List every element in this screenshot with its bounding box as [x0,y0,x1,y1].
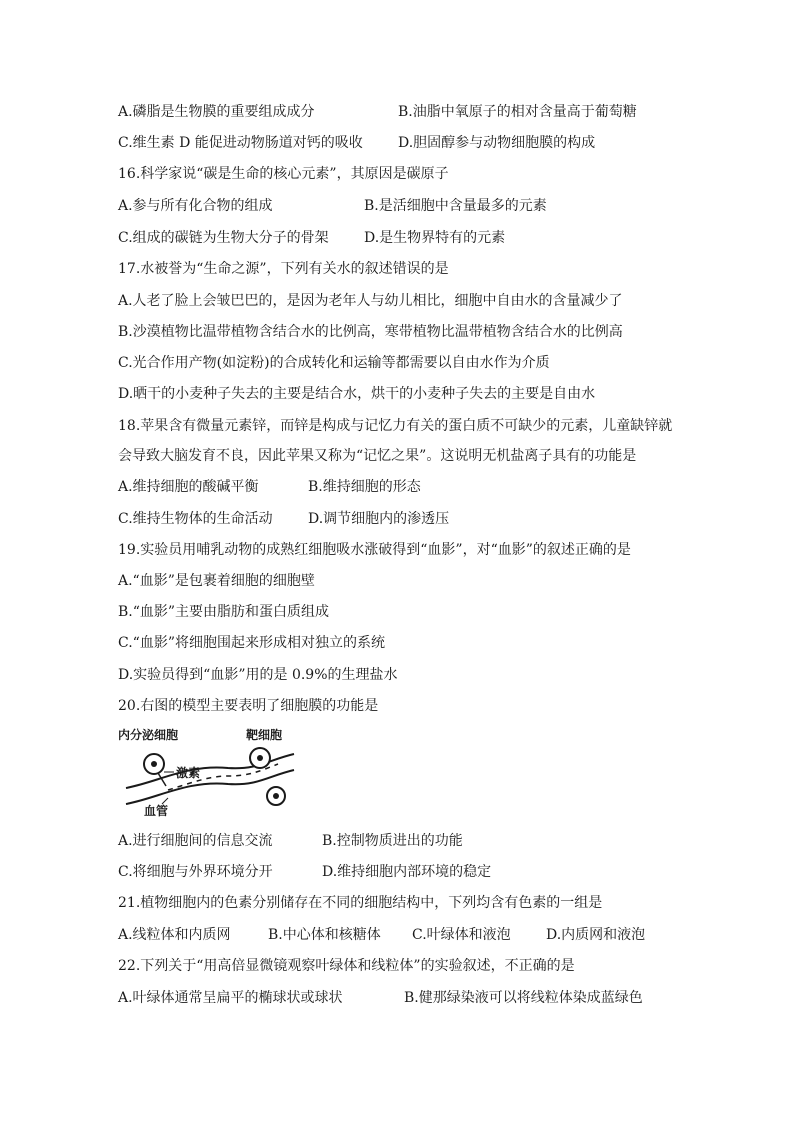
q19-option-d: D.实验员得到“血影”用的是 0.9%的生理盐水 [118,667,398,683]
q21-stem: 21.植物细胞内的色素分别储存在不同的细胞结构中，下列均含有色素的一组是 [118,895,603,911]
other-cell-nucleus [273,793,279,799]
q19-stem: 19.实验员用哺乳动物的成熟红细胞吸水涨破得到“血影”，对“血影”的叙述正确的是 [118,542,631,558]
q18-option-a: A.维持细胞的酸碱平衡 [118,479,259,495]
q15-option-a: A.磷脂是生物膜的重要组成成分 [118,104,315,120]
q17-stem: 17.水被誉为“生命之源”，下列有关水的叙述错误的是 [118,261,449,277]
q20-stem: 20.右图的模型主要表明了细胞膜的功能是 [118,698,379,714]
q17-option-b: B.沙漠植物比温带植物含结合水的比例高，寒带植物比温带植物含结合水的比例高 [118,324,623,340]
q19-option-a: A.“血影”是包裹着细胞的细胞壁 [118,573,315,589]
q15-option-d: D.胆固醇参与动物细胞膜的构成 [398,135,596,151]
q19-option-b: B.“血影”主要由脂肪和蛋白质组成 [118,604,330,620]
q16-option-a: A.参与所有化合物的组成 [118,198,273,214]
q20-option-a: A.进行细胞间的信息交流 [118,833,273,849]
q21-option-b: B.中心体和核糖体 [268,927,381,943]
q16-option-b: B.是活细胞中含量最多的元素 [364,198,547,214]
q16-option-d: D.是生物界特有的元素 [364,230,506,246]
q20-option-c: C.将细胞与外界环境分开 [118,864,273,880]
q18-option-d: D.调节细胞内的渗透压 [308,511,450,527]
cell-signaling-figure [118,724,298,820]
q21-option-c: C.叶绿体和液泡 [412,927,511,943]
label-hormone: 激素 [176,766,201,780]
endocrine-cell-nucleus [151,761,157,767]
q21-option-d: D.内质网和液泡 [546,927,646,943]
q19-option-c: C.“血影”将细胞围起来形成相对独立的系统 [118,635,385,651]
q18-stem-line-1: 18.苹果含有微量元素锌，而锌是构成与记忆力有关的蛋白质不可缺少的元素，儿童缺锌就 [118,418,673,434]
q17-option-c: C.光合作用产物(如淀粉)的合成转化和运输等都需要以自由水作为介质 [118,355,550,371]
q16-stem: 16.科学家说“碳是生命的核心元素”，其原因是碳原子 [118,166,449,182]
q16-option-c: C.组成的碳链为生物大分子的骨架 [118,230,329,246]
q15-option-b: B.油脂中氧原子的相对含量高于葡萄糖 [398,104,637,120]
q22-stem: 22.下列关于“用高倍显微镜观察叶绿体和线粒体”的实验叙述，不正确的是 [118,958,575,974]
target-cell-nucleus [257,755,263,761]
label-blood-vessel: 血管 [144,804,169,818]
q22-option-b: B.健那绿染液可以将线粒体染成蓝绿色 [404,990,643,1006]
q17-option-d: D.晒干的小麦种子失去的主要是结合水，烘干的小麦种子失去的主要是自由水 [118,386,596,402]
q18-option-b: B.维持细胞的形态 [308,479,421,495]
q17-option-a: A.人老了脸上会皱巴巴的，是因为老年人与幼儿相比，细胞中自由水的含量减少了 [118,293,623,309]
q20-option-b: B.控制物质进出的功能 [322,833,463,849]
label-endocrine-cell: 内分泌细胞 [118,728,179,742]
q15-option-c: C.维生素 D 能促进动物肠道对钙的吸收 [118,135,363,151]
q18-stem-line-2: 会导致大脑发育不良，因此苹果又称为“记忆之果”。这说明无机盐离子具有的功能是 [118,448,637,464]
q20-option-d: D.维持细胞内部环境的稳定 [322,864,492,880]
q18-option-c: C.维持生物体的生命活动 [118,511,273,527]
label-target-cell: 靶细胞 [246,728,283,742]
q21-option-a: A.线粒体和内质网 [118,927,231,943]
q22-option-a: A.叶绿体通常呈扁平的椭球状或球状 [118,990,343,1006]
